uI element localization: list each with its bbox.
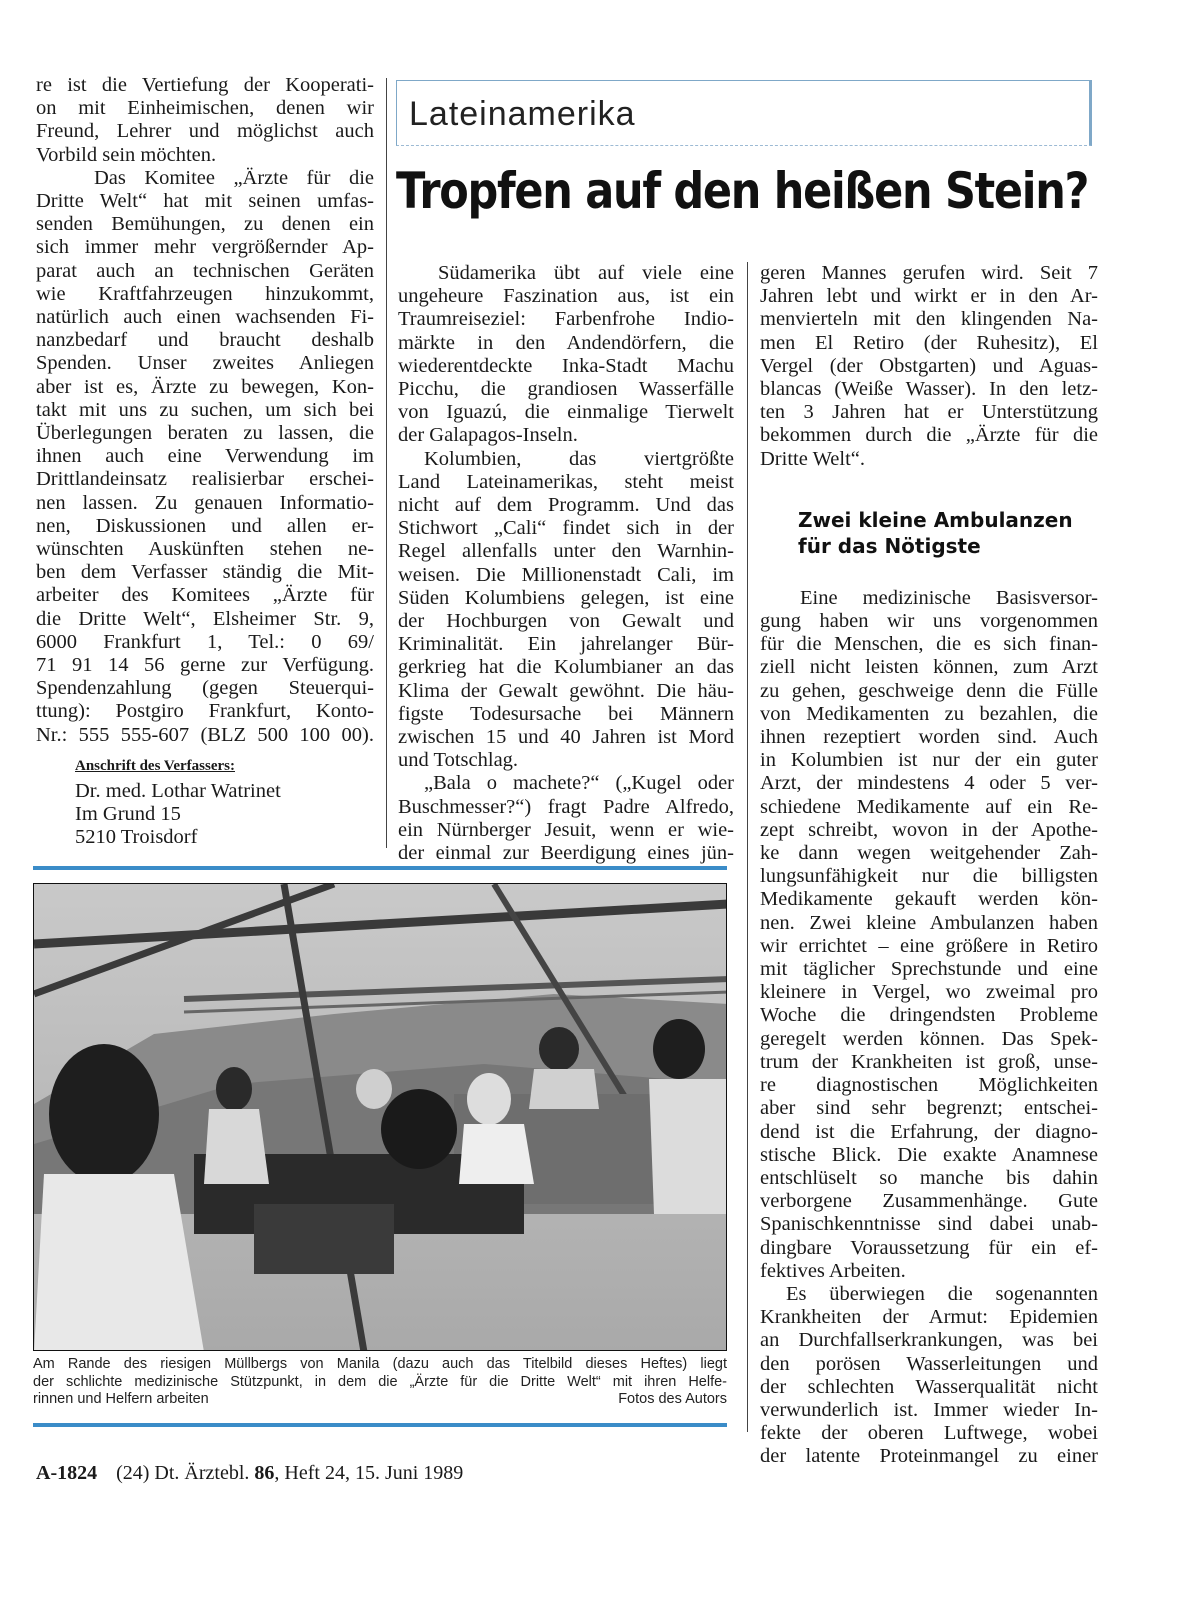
text-line: Das Komitee „Ärzte für die — [94, 166, 374, 189]
author-address-label: Anschrift des Verfassers: — [75, 758, 235, 774]
text-line: Stichwort „Cali“ findet sich in der — [398, 517, 734, 540]
text-line: fekte der oberen Luftwege, wobei — [760, 1422, 1098, 1445]
caption-line: der schlichte medizinische Stützpunkt, in dem die „Ärzte für die Dritte Welt“ mit ihren Helfe- — [33, 1373, 727, 1390]
caption-line: Am Rande des riesigen Müllbergs von Manila (dazu auch das Titelbild dieses Heftes) liegt — [33, 1356, 727, 1372]
text-line: ihnen rezeptiert worden sind. Auch — [760, 726, 1098, 749]
text-line: wie Kraftfahrzeugen hinzukommt, — [36, 282, 374, 305]
text-line: fektives Arbeiten. — [760, 1259, 906, 1282]
text-line: Eine medizinische Basisversor- — [800, 586, 1098, 609]
text-line: Süden Kolumbiens gelegen, ist eine — [398, 586, 734, 609]
photo-top-bar — [33, 866, 727, 870]
text-line: blancas (Weiße Wasser). In den letz- — [760, 378, 1098, 401]
text-line: aber sind sehr begrenzt; entschei- — [760, 1097, 1098, 1120]
text-line: menvierteln mit den klingenden Na- — [760, 308, 1098, 331]
caption-line: rinnen und Helfern arbeiten — [33, 1391, 209, 1407]
text-line: trum der Krankheiten ist groß, unse- — [760, 1050, 1098, 1073]
right-column-body — [760, 587, 1098, 1469]
text-line: verborgene Zusammenhänge. Gute — [760, 1190, 1098, 1213]
text-line: entschlüselt so manche bis dahin — [760, 1166, 1098, 1189]
text-line: senden Bemühungen, zu denen ein — [36, 213, 374, 236]
text-line: bekommen durch die „Ärzte für die — [760, 424, 1098, 447]
text-line: in Kolumbien ist nur der ein guter — [760, 749, 1098, 772]
text-line: an Durchfallserkrankungen, was bei — [760, 1329, 1098, 1352]
text-line: aber ist es, Ärzte zu bewegen, Kon- — [36, 375, 374, 398]
text-line: Südamerika übt auf viele eine — [438, 262, 734, 284]
text-line: Es überwiegen die sogenannten — [786, 1282, 1098, 1305]
text-line: ben dem Verfasser ständig die Mit- — [36, 561, 374, 584]
subheading — [760, 507, 1098, 559]
text-line: re diagnostischen Möglichkeiten — [760, 1074, 1098, 1097]
text-line: gerkrieg hat die Kolumbianer an das — [398, 656, 734, 679]
text-line: der einmal zur Beerdigung eines jün- — [398, 842, 734, 865]
author-address — [75, 780, 281, 849]
text-line: Medikamente gekauft werden kön- — [760, 888, 1098, 911]
text-line: ttung): Postgiro Frankfurt, Konto- — [36, 700, 374, 723]
column-rule-right — [747, 262, 748, 1432]
text-line: nen lassen. Zu genauen Informatio- — [36, 491, 374, 514]
subheading-line: Zwei kleine Ambulanzen — [798, 507, 1073, 532]
text-line: arbeiter des Komitees „Ärzte für — [36, 584, 374, 607]
text-line: verwunderlich ist. Immer wieder In- — [760, 1398, 1098, 1421]
text-line: schiedene Medikamente auf ein Re- — [760, 795, 1098, 818]
text-line: Drittlandeinsatz realisierbar erschei- — [36, 468, 374, 491]
text-line: figste Todesursache bei Männern — [398, 702, 734, 725]
text-line: on mit Einheimischen, denen wir — [36, 97, 374, 120]
text-line: wir errichtet – eine größere in Retiro — [760, 934, 1098, 957]
text-line: der Hochburgen von Gewalt und — [398, 610, 734, 633]
text-line: Vergel (der Obstgarten) und Aguas- — [760, 354, 1098, 377]
text-line: Arzt, der mindestens 4 oder 5 ver- — [760, 772, 1098, 795]
footer-citation: (24) Dt. Ärztebl. — [116, 1462, 250, 1484]
text-line: dend ist die Erfahrung, der diagno- — [760, 1120, 1098, 1143]
text-line: der latente Proteinmangel zu einer — [760, 1445, 1098, 1468]
text-line: Freund, Lehrer und möglichst auch — [36, 120, 374, 143]
text-line: Dritte Welt“. — [760, 447, 865, 470]
text-line: wiederentdeckte Inka-Stadt Machu — [398, 354, 734, 377]
footer-volume: 86 — [254, 1462, 275, 1484]
subheading-line: für das Nötigste — [798, 533, 981, 558]
text-line: kleinere in Vergel, wo zweimal pro — [760, 981, 1098, 1004]
text-line: gung haben wir uns vorgenommen — [760, 610, 1098, 633]
text-line: Dritte Welt“ hat mit seinen umfas- — [36, 190, 374, 213]
text-line: 6000 Frankfurt 1, Tel.: 0 69/ — [36, 630, 374, 653]
text-line: Woche die dringendsten Probleme — [760, 1004, 1098, 1027]
text-line: geren Mannes gerufen wird. Seit 7 — [760, 262, 1098, 284]
text-line: nicht auf dem Programm. Und das — [398, 494, 734, 517]
text-line: wünschten Auskünften stehen ne- — [36, 538, 374, 561]
address-line: Im Grund 15 — [75, 803, 181, 825]
text-line: Nr.: 555 555-607 (BLZ 500 100 00). — [36, 723, 374, 746]
text-line: Kriminalität. Ein jahrelanger Bür- — [398, 633, 734, 656]
text-line: mit täglicher Sprechstunde und eine — [760, 958, 1098, 981]
middle-column — [398, 262, 734, 865]
text-line: für die Menschen, die es sich finan- — [760, 633, 1098, 656]
text-line: Buschmesser?“) fragt Padre Alfredo, — [398, 795, 734, 818]
text-line: Traumreiseziel: Farbenfrohe Indio- — [398, 308, 734, 331]
address-line: 5210 Troisdorf — [75, 826, 198, 848]
text-line: geregelt werden können. Das Spek- — [760, 1027, 1098, 1050]
text-line: men El Retiro (der Ruhesitz), El — [760, 331, 1098, 354]
text-line: sich immer mehr vergrößernder Ap- — [36, 236, 374, 259]
text-line: ihnen auch eine Verwendung im — [36, 445, 374, 468]
text-line: nen, Diskussionen und allen er- — [36, 514, 374, 537]
text-line: dingbare Voraussetzung für ein ef- — [760, 1236, 1098, 1259]
photo-caption — [33, 1356, 727, 1409]
right-column — [760, 262, 1098, 1469]
caption-last-row — [33, 1391, 727, 1409]
text-line: nanzbedarf und braucht deshalb — [36, 329, 374, 352]
text-line: natürlich auch einen wachsenden Fi- — [36, 306, 374, 329]
text-line: Land Lateinamerikas, steht meist — [398, 470, 734, 493]
text-line: nen. Zwei kleine Ambulanzen haben — [760, 911, 1098, 934]
section-rubric-box — [396, 80, 1092, 146]
text-line: Klima der Gewalt gewöhnt. Die häu- — [398, 679, 734, 702]
text-line: märkte in den Andendörfern, die — [398, 331, 734, 354]
text-line: 71 91 14 56 gerne zur Verfügung. — [36, 654, 374, 677]
text-line: Jahren lebt und wirkt er in den Ar- — [760, 285, 1098, 308]
text-line: Krankheiten der Armut: Epidemien — [760, 1306, 1098, 1329]
article-headline: Tropfen auf den heißen Stein? — [396, 162, 1089, 220]
text-line: takt mit uns zu suchen, um sich bei — [36, 398, 374, 421]
left-column — [36, 74, 374, 747]
text-line: zept schreibt, wovon in der Apothe- — [760, 818, 1098, 841]
text-line: Regel allenfalls unter den Warnhin- — [398, 540, 734, 563]
footer-issue: , Heft 24, 15. Juni 1989 — [274, 1462, 464, 1484]
text-line: Spendenzahlung (gegen Steuerqui- — [36, 677, 374, 700]
text-line: weisen. Die Millionenstadt Cali, im — [398, 563, 734, 586]
address-line: Dr. med. Lothar Watrinet — [75, 780, 281, 802]
photo-credit: Fotos des Autors — [618, 1391, 727, 1407]
column-rule-left — [386, 78, 387, 848]
article-photo — [33, 883, 727, 1351]
page-footer — [36, 1462, 463, 1485]
text-line: ein Nürnberger Jesuit, wenn er wie- — [398, 818, 734, 841]
text-line: den porösen Wasserleitungen und — [760, 1352, 1098, 1375]
text-line: ungeheure Faszination aus, ist ein — [398, 285, 734, 308]
text-line: Picchu, die grandiosen Wasserfälle — [398, 378, 734, 401]
text-line: Kolumbien, das viertgrößte — [424, 447, 734, 470]
text-line: ziell nicht leisten können, zum Arzt — [760, 656, 1098, 679]
text-line: von Medikamenten zu bezahlen, die — [760, 702, 1098, 725]
text-line: zwischen 15 und 40 Jahren ist Mord — [398, 726, 734, 749]
text-line: re ist die Vertiefung der Kooperati- — [36, 74, 374, 96]
text-line: ten 3 Jahren hat er Unterstützung — [760, 401, 1098, 424]
page-code: A-1824 — [36, 1462, 98, 1484]
text-line: Vorbild sein möchten. — [36, 143, 217, 166]
section-rubric: Lateinamerika — [409, 95, 636, 133]
text-line: „Bala o machete?“ („Kugel oder — [424, 772, 734, 795]
text-line: parat auch an technischen Geräten — [36, 259, 374, 282]
text-line: zu gehen, geschweige denn die Fülle — [760, 679, 1098, 702]
photo-bottom-bar — [33, 1423, 727, 1427]
text-line: der Galapagos-Inseln. — [398, 424, 578, 447]
text-line: Spanischkenntnisse sind dabei unab- — [760, 1213, 1098, 1236]
text-line: der schlechten Wasserqualität nicht — [760, 1375, 1098, 1398]
text-line: ke dann wegen weitgehender Zah- — [760, 842, 1098, 865]
text-line: und Totschlag. — [398, 749, 519, 772]
text-line: Überlegungen beraten zu lassen, die — [36, 422, 374, 445]
text-line: von Iguazú, die einmalige Tierwelt — [398, 401, 734, 424]
text-line: lungsunfähigkeit nur die billigsten — [760, 865, 1098, 888]
text-line: Spenden. Unser zweites Anliegen — [36, 352, 374, 375]
text-line: stische Blick. Die exakte Anamnese — [760, 1143, 1098, 1166]
text-line: die Dritte Welt“, Elsheimer Str. 9, — [36, 607, 374, 630]
